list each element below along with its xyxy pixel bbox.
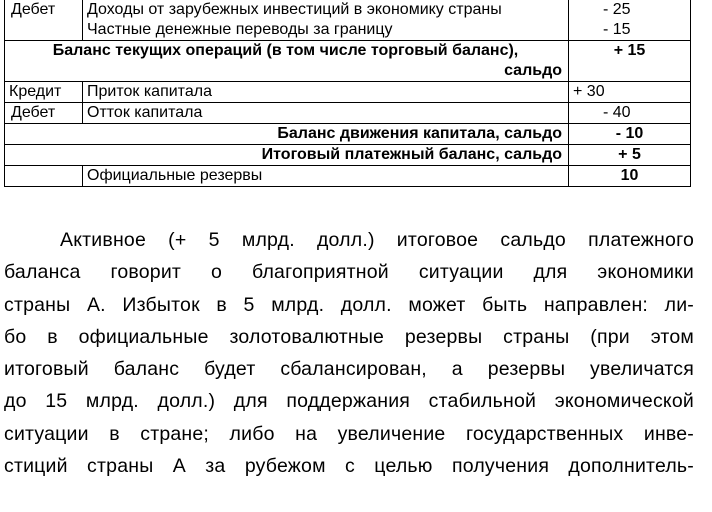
capital-account-label: Баланс движения капитала, сальдо xyxy=(5,124,569,145)
row-item: Отток капитала xyxy=(83,103,569,124)
row-kind: Дебет xyxy=(5,103,83,124)
row-label-line: сальдо xyxy=(504,62,562,79)
row-items xyxy=(83,0,569,41)
row-item: Частные денежные переводы за границу xyxy=(87,21,393,38)
paragraph-line: баланса говорит о благоприятной ситуации для экономики xyxy=(4,261,694,284)
paragraph-line: Активное (+ 5 млрд. долл.) итоговое сальдо платежного xyxy=(60,229,694,251)
row-value: + 5 xyxy=(569,145,691,166)
balance-of-payments-table xyxy=(4,0,691,187)
table-row xyxy=(5,145,691,166)
paragraph-line: стиций страны А за рубежом с целью получения дополнитель- xyxy=(4,455,694,478)
table-row xyxy=(5,103,691,124)
paragraph-line: до 15 млрд. долл.) для поддержания стабильной экономической xyxy=(4,390,694,413)
paragraph-line: ситуации в стране; либо на увеличение государственных инве- xyxy=(4,422,694,445)
row-value: - 10 xyxy=(569,124,691,145)
row-item: Официальные резервы xyxy=(83,166,569,187)
row-item: Приток капитала xyxy=(83,82,569,103)
current-account-label xyxy=(5,41,569,82)
row-value: + 30 xyxy=(569,82,691,103)
row-value: - 40 xyxy=(569,103,691,124)
table-row xyxy=(5,0,691,41)
row-value: 10 xyxy=(569,166,691,187)
table-row xyxy=(5,166,691,187)
row-label-line: Баланс текущих операций (в том числе торговый баланс), xyxy=(52,42,519,59)
row-value: - 15 xyxy=(603,21,631,38)
row-kind xyxy=(5,166,83,187)
row-kind: Дебет xyxy=(5,0,83,41)
row-item: Доходы от зарубежных инвестиций в экономику страны xyxy=(87,1,502,18)
body-paragraph xyxy=(4,224,694,482)
paragraph-line: бо в официальные золотовалютные резервы страны (при этом xyxy=(4,325,694,348)
table-row xyxy=(5,41,691,82)
row-values xyxy=(569,0,691,41)
paragraph-line: итоговый баланс будет сбалансирован, а резервы увеличатся xyxy=(4,358,694,381)
row-kind: Кредит xyxy=(5,82,83,103)
row-value: + 15 xyxy=(569,41,691,82)
overall-balance-label: Итоговый платежный баланс, сальдо xyxy=(5,145,569,166)
paragraph-line: страны А. Избыток в 5 млрд. долл. может быть направлен: ли- xyxy=(4,293,694,316)
table-row xyxy=(5,82,691,103)
row-value: - 25 xyxy=(603,1,631,18)
table-row xyxy=(5,124,691,145)
